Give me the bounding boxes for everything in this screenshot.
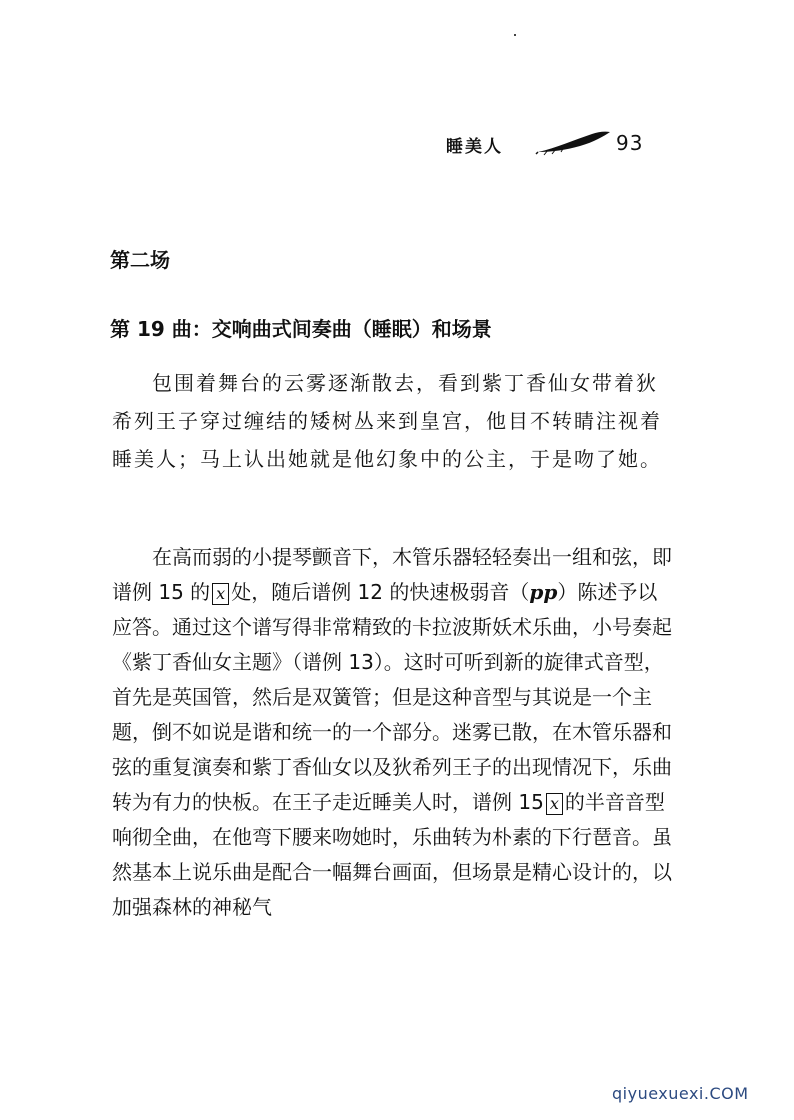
page-number: 93 — [616, 131, 644, 155]
quill-feather-icon — [534, 128, 614, 158]
stage-direction-paragraph: 包围着舞台的云雾逐渐散去，看到紫丁香仙女带着狄希列王子穿过缠结的矮树丛来到皇宫，他目不转睛注视着睡美人；马上认出她就是他幻象中的公主，于是吻了她。 — [112, 371, 662, 471]
scan-speck — [514, 34, 516, 36]
body-paragraph — [112, 540, 676, 925]
piece-heading: 第 19 曲：交响曲式间奏曲（睡眠）和场景 — [110, 317, 492, 341]
scene-heading: 第二场 — [110, 248, 170, 272]
boxed-marker-x: x — [212, 583, 229, 605]
running-header-title: 睡美人 — [446, 137, 503, 157]
body-text-segment: ）陈述予以应答。通过这个谱写得非常精致的卡拉波斯妖术乐曲，小号奏起《紫丁香仙女主题》（谱例 13）。这时可听到新的旋律式音型，首先是英国管，然后是双簧管；但是这种音型与其说是一个主题，倒不如说是谐和统一的一个部分。迷雾已散，在木管乐器和弦的重复演奏和紫丁香仙女以及狄希列王子的出现情况下，乐曲转为有力的快板。在王子走近睡美人时，谱例 15 — [112, 580, 672, 814]
boxed-marker-x: x — [546, 793, 563, 815]
body-text-segment: 的半音音型响彻全曲，在他弯下腰来吻她时，乐曲转为朴素的下行琶音。虽然基本上说乐曲是配合一幅舞台画面，但场景是精心设计的，以加强森林的神秘气 — [112, 790, 672, 919]
body-text-segment: 处，随后谱例 12 的快速极弱音（ — [231, 580, 530, 604]
running-header — [430, 128, 670, 162]
dynamic-marking-pp: pp — [529, 580, 558, 604]
body-text-segment: 在高而弱的小提琴颤音下，木管乐器轻轻奏出一组和弦，即谱例 15 的 — [112, 545, 672, 604]
watermark: qiyuexuexi.COM — [612, 1084, 749, 1103]
